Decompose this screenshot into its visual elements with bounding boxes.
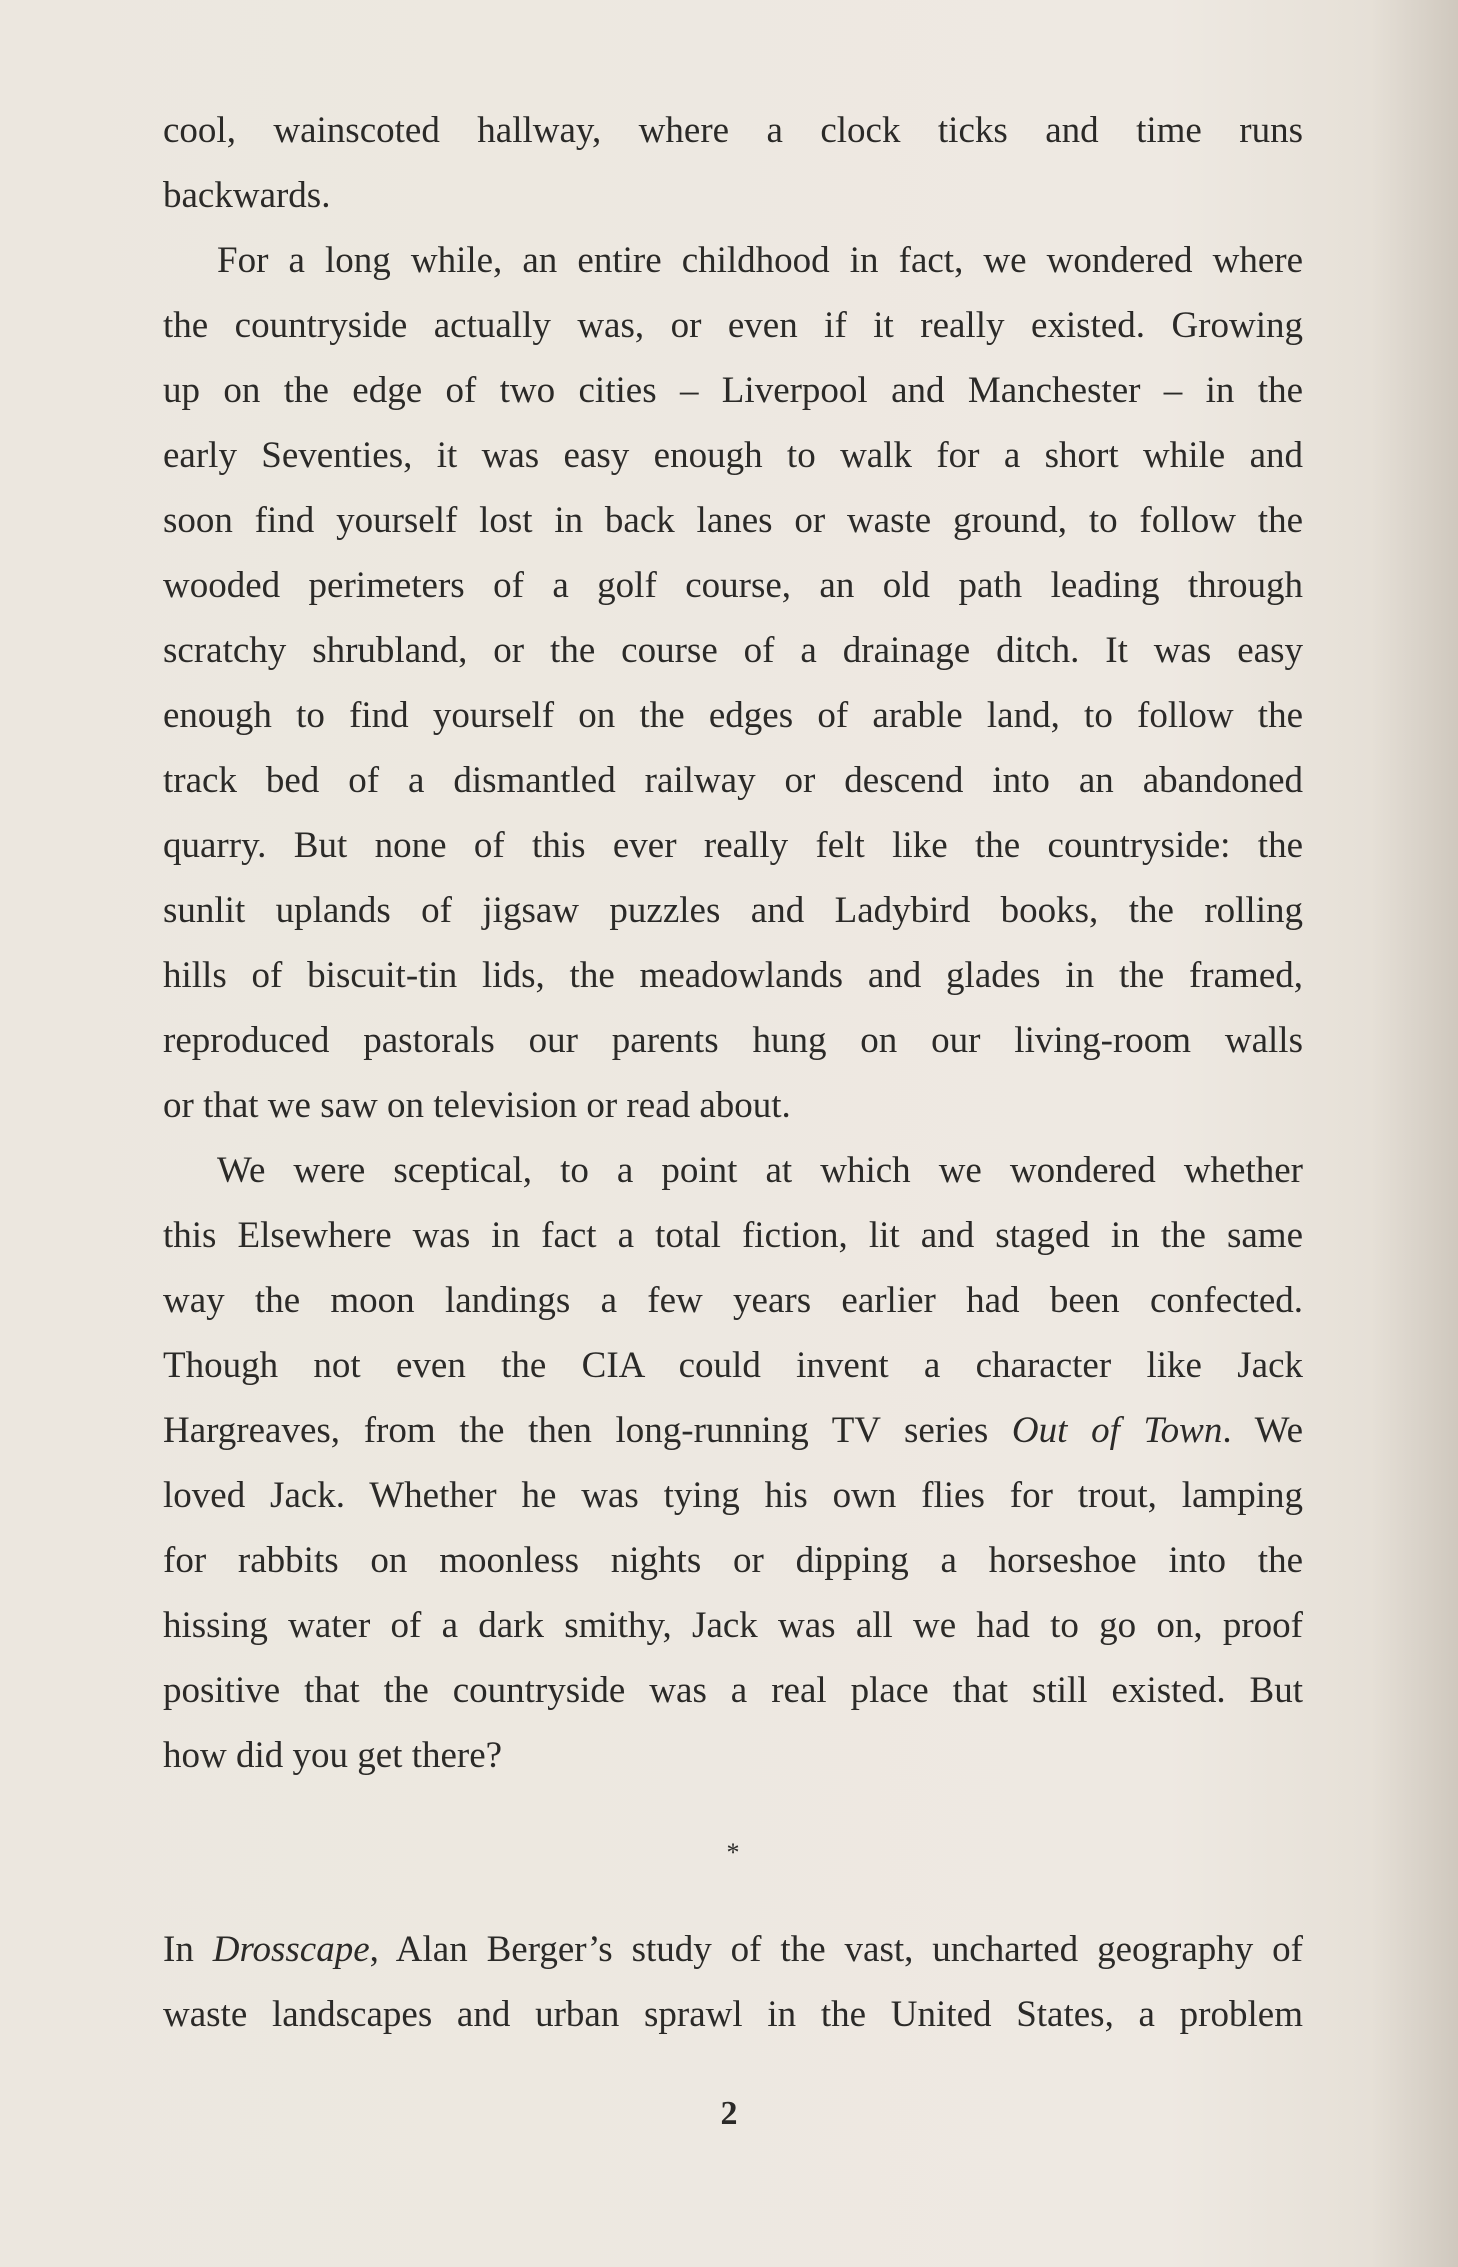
paragraph (163, 98, 1303, 228)
text-line (163, 1463, 1303, 1528)
text-line (163, 1982, 1303, 2047)
italic-title: Out of Town (1011, 1410, 1223, 1451)
text-line (163, 1268, 1303, 1333)
text-line (163, 98, 1303, 163)
text-line (163, 553, 1303, 618)
text-line (163, 1917, 1303, 1982)
text-line (163, 878, 1303, 943)
text-run: For a long while, an entire childhood in fact, we wondered where (217, 240, 1303, 281)
text-run: soon find yourself lost in back lanes or waste ground, to follow the (163, 500, 1303, 541)
text-run: or that we saw on television or read about. (163, 1085, 791, 1126)
spacer (163, 1885, 1303, 1917)
text-line (163, 163, 1303, 228)
text-run: up on the edge of two cities – Liverpool and Manchester – in the (163, 370, 1303, 411)
text-run: wooded perimeters of a golf course, an old path leading through (163, 565, 1303, 606)
text-run: sunlit uplands of jigsaw puzzles and Ladybird books, the rolling (163, 890, 1303, 931)
text-run: Hargreaves, from the then long-running TV series (163, 1410, 1012, 1451)
text-line (163, 1658, 1303, 1723)
text-line (163, 618, 1303, 683)
text-run: waste landscapes and urban sprawl in the United States, a problem (163, 1994, 1303, 2035)
text-line (163, 228, 1303, 293)
text-run: We were sceptical, to a point at which we wondered whether (217, 1150, 1303, 1191)
text-line (163, 1333, 1303, 1398)
text-line (163, 1528, 1303, 1593)
text-line (163, 1008, 1303, 1073)
paragraph (163, 1138, 1303, 1788)
text-run: scratchy shrubland, or the course of a drainage ditch. It was easy (163, 630, 1303, 671)
text-run: cool, wainscoted hallway, where a clock ticks and time runs (163, 110, 1303, 151)
text-line (163, 1398, 1303, 1463)
text-line (163, 1203, 1303, 1268)
paragraph (163, 1917, 1303, 2047)
text-line (163, 358, 1303, 423)
text-run: reproduced pastorals our parents hung on our living-room walls (163, 1020, 1303, 1061)
text-line (163, 488, 1303, 553)
text-run: Though not even the CIA could invent a character like Jack (163, 1345, 1303, 1386)
text-run: way the moon landings a few years earlier had been confected. (163, 1280, 1303, 1321)
text-run: the countryside actually was, or even if it really existed. Growing (163, 305, 1303, 346)
text-run: for rabbits on moonless nights or dipping a horseshoe into the (163, 1540, 1303, 1581)
text-line (163, 748, 1303, 813)
text-run: positive that the countryside was a real place that still existed. But (163, 1670, 1303, 1711)
text-run: loved Jack. Whether he was tying his own flies for trout, lamping (163, 1475, 1303, 1516)
text-line (163, 943, 1303, 1008)
text-run: . We (1222, 1410, 1303, 1451)
section-break-star: * (726, 1838, 740, 1867)
text-line (163, 293, 1303, 358)
text-run: quarry. But none of this ever really felt like the countryside: the (163, 825, 1303, 866)
text-line (163, 1138, 1303, 1203)
text-line (163, 1073, 1303, 1138)
italic-title: Drosscape (212, 1929, 370, 1970)
text-run: enough to find yourself on the edges of arable land, to follow the (163, 695, 1303, 736)
text-line (163, 1723, 1303, 1788)
body-text (163, 98, 1303, 2047)
text-line (163, 423, 1303, 488)
text-line (163, 1593, 1303, 1658)
text-run: track bed of a dismantled railway or descend into an abandoned (163, 760, 1303, 801)
text-line (163, 813, 1303, 878)
paragraph (163, 228, 1303, 1138)
text-run: hills of biscuit-tin lids, the meadowlands and glades in the framed, (163, 955, 1303, 996)
text-run: early Seventies, it was easy enough to walk for a short while and (163, 435, 1303, 476)
text-run: backwards. (163, 175, 331, 216)
text-run: In (163, 1929, 213, 1970)
text-run: , Alan Berger’s study of the vast, uncharted geography of (369, 1929, 1303, 1970)
text-run: this Elsewhere was in fact a total fiction, lit and staged in the same (163, 1215, 1303, 1256)
text-line (163, 683, 1303, 748)
text-run: hissing water of a dark smithy, Jack was all we had to go on, proof (163, 1605, 1303, 1646)
text-run: how did you get there? (163, 1735, 503, 1776)
page-number: 2 (720, 2095, 738, 2132)
